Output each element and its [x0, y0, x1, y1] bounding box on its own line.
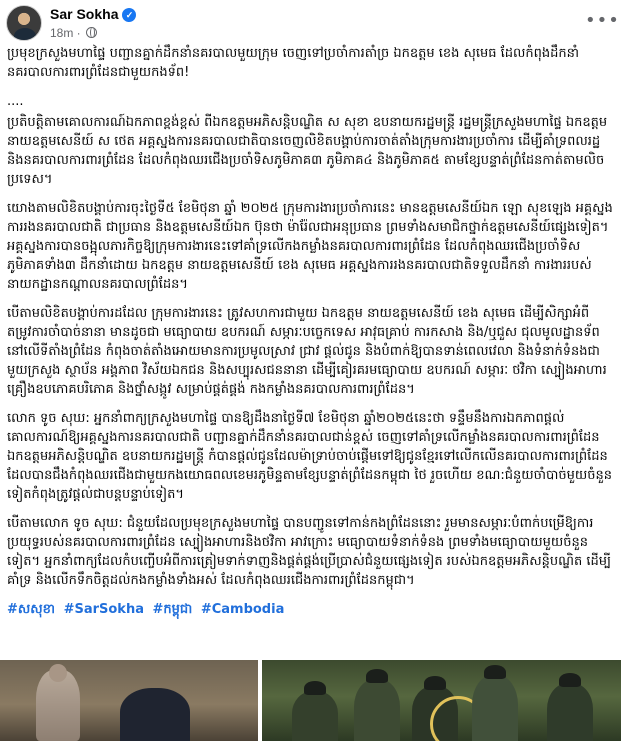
post-paragraph: បើតាមលិខិតបង្គាប់ការដដែល ក្រុមការងារនេះ ត្រូវសហការជាមួយ ឯកឧត្តម នាយឧត្តមសេនីយ៍ ខេង សុមេធ ដើម្បីសិក្សាអំពីតម្រូវការចាំបាច់នានា មានដូចជា មធ្យោបាយ ឧបករណ៍ សម្ភារៈបច្ចេកទេស អាវុធគ្រាប់ ការកសាង និង/ឬជួស ជុលមូលដ្ឋានទ័ព នៅលើទីតាំងព្រំដែន កំពុងចាត់តាំងអោយមានការប្រមូលស្រាវ ជ្រាវ ផ្តល់ជូន និងបំពាក់ឱ្យបានទាន់ពេលវេលា និងទំនាក់ទំនងជាមួយក្រសួង ស្ថាប័ន អង្គភាព វិស័យឯកជន និងសប្បុរសជននានា ដើម្បីគៀរគរមធ្យោបាយ ឧបករណ៍ សម្ភារៈ ថវិកា ស្បៀងអាហារ គ្រឿងឧបភោគបរិភោគ និងថ្នាំសង្កូវ សម្រាប់ផ្គត់ផ្គង់ កងកម្លាំងនគរបាលការពារព្រំដែន។	[7, 306, 607, 397]
hashtag-list	[7, 600, 615, 619]
globe-icon	[86, 27, 97, 38]
verified-badge-icon: ✓	[122, 8, 136, 22]
post-paragraph: ប្រមុខក្រសួងមហាផ្ទៃ បញ្ជានគ្នាក់ដឹកនាំនគរបាលមួយក្រុម ចេញទៅប្រចាំការតាំច្រ ឯកឧត្តម ខេង សុមេធ ដែលកំពុងដឹកនាំនគរបាលការពារព្រំដែនជាមួយកងទ័ព!	[7, 46, 580, 80]
hashtag-link[interactable]: #SarSokha	[63, 602, 144, 617]
post-paragraph: លោក ទូច សុឃ: អ្នកនាំពាក្យក្រសួងមហាផ្ទៃ បានឱ្យដឹងនាថ្ងៃទី៧ ខែមិថុនា ឆ្នាំ២០២៥នេះថា ទន្ទឹមនឹងការឯកភាពផ្តល់គោលការណ៍ឱ្យអគ្គស្នងការនគរបាលជាតិ បញ្ជានគ្នាក់ដឹកនាំនគរបាលជាន់ខ្ពស់ ចេញទៅគាំទ្រលើកម្លាំងនគរបាលការពារព្រំដែន ឯកឧត្តមអភិសន្តិបណ្ឌិត ឧបនាយករដ្ឋមន្ត្រី កំបានផ្តល់ជូនដែលម៉ាទ្រាប់ចាប់ផ្តើមទៅឱ្យជូនខ្មែរទៅលើកលើនគរបាលការពារព្រំដែន ដែលបានជឹងកំពុងឈរជើងជាមួយកងយោធពលខេមរភូមិន្ទតាមខ្សែបន្ទាត់ព្រំដែនកម្ពុជា ថៃ រួចហើយ ខណ:ជំនួយចាំបាច់មួយចំនួនទៀតកំពុងត្រូវផ្តល់ជាបន្តបន្ទាប់ទៀត។	[7, 411, 613, 502]
hashtag-link[interactable]: #Cambodia	[200, 602, 285, 617]
post-header	[0, 0, 621, 48]
hashtag-link[interactable]: #កម្ពុជា	[152, 602, 193, 617]
post-media	[0, 660, 621, 741]
more-options-icon[interactable]: •••	[585, 10, 620, 31]
post-paragraph: យោងតាមលិខិតបង្គាប់ការចុះថ្ងៃទី៥ ខែមិថុនា ឆ្នាំ ២០២៥ ក្រុមការងារប្រចាំការនេះ មានឧត្តមសេនីយ៍ឯក ឡោ សុខឡេង អគ្គស្នងការរងនគរបាលជាតិ ជាប្រធាន និងឧត្តមសេនីយ៍ឯក ប៊ុនថា ម៉ារ៉ែលជាអនុប្រធាន ព្រមទាំងសមាជិកថ្នាក់ឧត្តមសេនីយ៍ផ្សេងទៀត។ អគ្គស្នងការបានចង្អុលភារកិច្ចឱ្យក្រុមការងារនេះទៅគាំទ្រលើកងកម្លាំងនគរបាលការពារព្រំដែន ដែលកំពុងឈរជើងប្រចាំទិសភូមិភាគទាំង៣ ដឹកនាំដោយ ឯកឧត្តម នាយឧត្តមសេនីយ៍ ខេង សុមេធ អគ្គស្នងការរងនគរបាលជាតិទទួលដឹកនាំ ការងាររបស់នាយកដ្ឋានកណ្តាលនគរបាលព្រំដែន។	[7, 201, 613, 292]
officer-figure	[292, 691, 338, 741]
author-name-row	[50, 6, 136, 22]
author-name[interactable]: Sar Sokha	[50, 6, 119, 22]
statue-figure	[36, 670, 80, 741]
officer-figure	[472, 675, 518, 741]
post-photo[interactable]	[0, 660, 258, 741]
officer-figure	[120, 688, 190, 741]
post-paragraph: ....	[7, 94, 24, 109]
officer-figure	[354, 679, 400, 741]
post-photo[interactable]	[262, 660, 621, 741]
officer-figure	[547, 683, 593, 741]
post-paragraph: បើតាមលោក ទូច សុឃ: ជំនួយដែលប្រមុខក្រសួងមហាផ្ទៃ បានបញ្ជូនទៅកាន់កងព្រំដែននោះ រួមមានសម្ភារៈបំពាក់បម្រើឱ្យការប្រយុទ្ធរបស់នគរបាលការពារព្រំដែន ស្បៀងអាហារនិងថវិកា អាវក្រោះ មធ្យោបាយទំនាក់ទំនង ព្រមទាំងមធ្យោបាយមួយចំនួនទៀត។ អ្នកនាំពាក្យដែលកំបញ្ចើបអំពីការត្រៀមទាក់ទាញនិងផ្គត់ផ្គង់ប្រើប្រាស់ជំនួយផ្សេងទៀត របស់ឯកឧត្តមអភិសន្តិបណ្ឌិត ដើម្បីគាំទ្រ និងលើកទឹកចិត្តដល់កងកម្លាំងទាំងអស់ ដែលកំពុងឈរជើងការពារព្រំដែនកម្ពុជា។	[7, 516, 611, 588]
post-meta: 18m ·	[50, 26, 97, 40]
post-time[interactable]: 18m	[50, 26, 74, 40]
author-avatar[interactable]	[6, 5, 42, 41]
hashtag-link[interactable]: #សសុខា	[7, 602, 56, 617]
post-text	[7, 44, 615, 650]
post-paragraph: ប្រតិបត្តិតាមគោលការណ៍ឯកភាពខ្ពង់ខ្ពស់ ពីឯកឧត្តមអភិសន្តិបណ្ឌិត ស សុខា ឧបនាយករដ្ឋមន្ត្រី រដ្ឋមន្ត្រីក្រសួងមហាផ្ទៃ ឯកឧត្តម នាយឧត្តមសេនីយ៍ ស ថេត អគ្គស្នងការនគរបាលជាតិបានចេញលិខិតបង្គាប់ការចាត់តាំងក្រុមការងារប្រចាំការ ដើម្បីគាំទ្រពលរដ្ឋ និងនគរបាលការពារព្រំដែន ដែលកំពុងឈរជើងប្រចាំទិសភូមិភាគ៣ ភូមិភាគ៤ និងភូមិភាគ៥ តាមខ្សែបន្ទាត់ព្រំដែនកាត់តាមលិចប្រទេស។	[7, 115, 608, 187]
